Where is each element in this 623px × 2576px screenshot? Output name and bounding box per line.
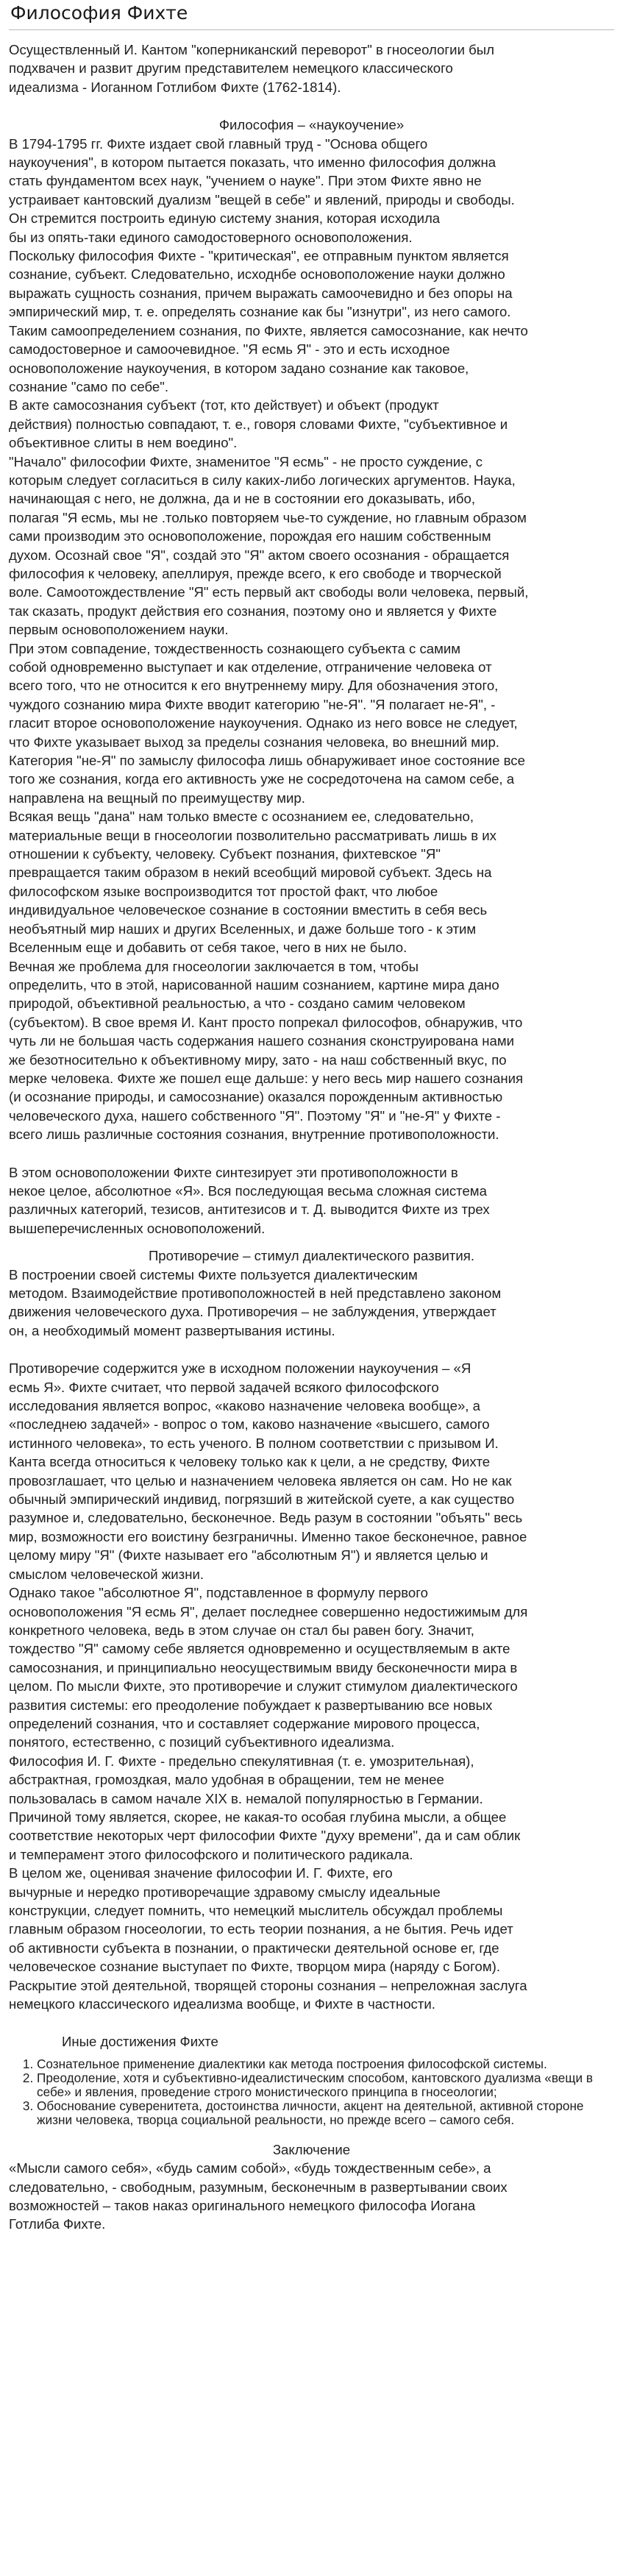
- achievements-list: [9, 2057, 614, 2127]
- paragraph: В акте самосознания субъект (тот, кто действует) и объект (продукт действия) полностью совпадают, т. е., говоря словами Фихте, "субъективное и объективное слиты в нем воедино".: [9, 397, 508, 451]
- list-item: 1. Сознательное применение диалектики как метода построения философской системы.: [37, 2057, 614, 2071]
- synthesis-paragraph: В этом основоположении Фихте синтезирует эти противоположности в некое целое, абсолютное «Я». Вся последующая весьма сложная система различных категорий, тезисов, антитезисов и т. Д. выводится Фихте из трех вышеперечисленных основоположений.: [9, 1164, 490, 1236]
- paragraph: В построении своей системы Фихте пользуется диалектическим методом. Взаимодействие противоположностей в ней представлено законом движения человеческого духа. Противоречия – не заблуждения, утверждает он, а необходимый момент развертывания истины.: [9, 1266, 502, 1338]
- achievements-heading: Иные достижения Фихте: [62, 2034, 218, 2050]
- title-divider: [9, 29, 614, 30]
- conclusion-heading: Заключение: [272, 2141, 351, 2157]
- section-heading-naukouchenie: Философия – «наукоучение»: [218, 117, 405, 133]
- conclusion-paragraph: «Мысли самого себя», «будь самим собой», «будь тождественным себе», а следовательно, - свободным, разумным, бесконечным в развертывании своих возможностей – таков наказ оригинального немецкого философа Иогана Готлиба Фихте.: [9, 2160, 508, 2232]
- paragraph: При этом совпадение, тождественность сознающего субъекта с самим собой одновременно выступает и как отделение, отграничение человека от всего того, что не относится к его внутреннему миру. Для обозначения этого, чуждого сознанию мира Фихте вводит категорию "не-Я". "Я полагает не-Я", - гласит второе основоположение наукоучения. Однако из него вовсе не следует, что Фихте указывает выход за пределы сознания человека, во внешний мир. Категория "не-Я" по замыслу философа лишь обнаруживает иное состояние все того же сознания, когда его активность уже не сосредоточена на самом себе, а направлена на вещный по преимуществу мир.: [9, 640, 525, 806]
- paragraph: Противоречие содержится уже в исходном положении наукоучения – «Я есмь Я». Фихте считает, что первой задачей всякого философского исследования является вопрос, «каково назначение человека вообще», а «последнею задачей» - вопрос о том, каково назначение «высшего, самого истинного человека», то есть ученого. В полном соответствии с призывом И. Канта всегда относиться к человеку только как к цели, а не средству, Фихте провозглашает, что целью и назначением человека является он сам. Но не как обычный эмпирический индивид, погрязший в житейской суете, а как существо разумное и, следовательно, бесконечное. Ведь разум в состоянии "объять" весь мир, возможности его воистину безграничны. Именно такое бесконечное, равное целому миру "Я" (Фихте называет его "абсолютным Я") и является целью и смыслом человеческой жизни.: [9, 1360, 527, 1582]
- paragraph: "Начало" философии Фихте, знаменитое "Я есмь" - не просто суждение, с которым следует согласиться в силу каких-либо логических аргументов. Наука, начинающая с него, не должна, да и не в состоянии его доказывать, ибо, полагая "Я есмь, мы не .только повторяем чье-то суждение, но главным образом сами производим это основоположение, порождая его нашим собственным духом. Осознай свое "Я", создай это "Я" актом своего осознания - обращается философия к человеку, апеллируя, прежде всего, к его свободе и творческой воле. Самоотождествление "Я" есть первый акт свободы воли человека, первый, так сказать, продукт действия его сознания, поэтому оно и является у Фихте первым основоположением науки.: [9, 453, 529, 638]
- paragraph: В 1794-1795 гг. Фихте издает свой главный труд - "Основа общего наукоучения", в котором пытается показать, что именно философия должна стать фундаментом всех наук, "учением о науке". При этом Фихте явно не устраивает кантовский дуализм "вещей в себе" и явлений, природы и свободы. Он стремится построить единую систему знания, которая исходила бы из опять-таки единого самодостоверного основоположения. Поскольку философия Фихте - "критическая", ее отправным пунктом является сознание, субъект. Следовательно, исходнбе основоположение науки должно выражать сущность сознания, причем выражать самоочевидно и без опоры на эмпирический мир, т. е. определять сознание как бы "изнутри", из него самого. Таким самоопределением сознания, по Фихте, является самосознание, как нечто самодостоверное и самоочевидное. "Я есмь Я" - это и есть исходное основоположение наукоучения, в котором задано сознание как таковое, сознание "само по себе".: [9, 135, 528, 394]
- paragraph: Вечная же проблема для гносеологии заключается в том, чтобы определить, что в этой, нарисованной нашим сознанием, картине мира дано природой, объективной реальностью, а что - создано самим человеком (субъектом). В свое время И. Кант просто попрекал философов, обнаружив, что чуть ли не большая часть содержания нашего сознания сконструирована нами же безотносительно к объективному миру, зато - на наш собственный вкус, по мерке человека. Фихте же пошел еще дальше: у него весь мир нашего сознания (и осознание природы, и самосознание) оказался порожденным активностью человеческого духа, нашего собственного "Я". Поэтому "Я" и "не-Я" у Фихте - всего лишь различные состояния сознания, внутренние противоположности.: [9, 958, 524, 1143]
- paragraph: Философия И. Г. Фихте - предельно спекулятивная (т. е. умозрительная), абстрактная, громоздкая, мало удобная в обращении, тем не менее пользовалась в самом начале XIX в. немалой популярностью в Германии. Причиной тому является, скорее, не какая-то особая глубина мысли, а общее соответствие некоторых черт философии Фихте "духу времени", да и сам облик и темперамент этого философского и политического радикала.: [9, 1753, 521, 1862]
- intro-paragraph: Осуществленный И. Кантом "коперниканский переворот" в гносеологии был подхвачен и развит другим представителем немецкого классического идеализма - Иоганном Готлибом Фихте (1762-1814).: [9, 42, 494, 95]
- section-heading-contradiction: Противоречие – стимул диалектического развития.: [148, 1248, 475, 1264]
- paragraph: В целом же, оценивая значение философии И. Г. Фихте, его вычурные и нередко противоречащие здравому смыслу идеальные конструкции, следует помнить, что немецкий мыслитель обсуждал проблемы главным образом гносеологии, то есть теории познания, а не бытия. Речь идет об активности субъекта в познании, о практически деятельной основе ег, где человеческое сознание выступает по Фихте, творцом мира (наряду с Богом). Раскрытие этой деятельной, творящей стороны сознания – непреложная заслуга немецкого классического идеализма вообще, и Фихте в частности.: [9, 1865, 527, 2012]
- list-item: 2. Преодоление, хотя и субъективно-идеалистическим способом, кантовского дуализма «вещи в себе» и явления, проведение строго монистического принципа в гносеологии;: [37, 2071, 614, 2099]
- list-item: 3. Обоснование суверенитета, достоинства личности, акцент на деятельной, активной стороне жизни человека, творца социальной реальности, но прежде всего – самого себя.: [37, 2099, 614, 2127]
- paragraph: Однако такое "абсолютное Я", подставленное в формулу первого основоположения "Я есмь Я", делает последнее совершенно недостижимым для конкретного человека, ведь в этом случае он стал бы равен богу. Значит, тождество "Я" самому себе является одновременно и осуществляемым в акте самосознания, и принципиально неосуществимым ввиду бесконечности мира в целом. По мысли Фихте, это противоречие и служит стимулом диалектического развития системы: его преодоление побуждает к развертыванию все новых определений сознания, что и составляет содержание мирового процесса, понятого, естественно, с позиций субъективного идеализма.: [9, 1585, 528, 1750]
- paragraph: Всякая вещь "дана" нам только вместе с осознанием ее, следовательно, материальные вещи в гносеологии позволительно рассматривать лишь в их отношении к субъекту, человеку. Субъект познания, фихтевское "Я" превращается таким образом в некий всеобщий мировой субъект. Здесь на философском языке воспроизводится тот простой факт, что любое индивидуальное человеческое сознание в состоянии вместить в себя весь необъятный мир наших и других Вселенных, и даже больше того - к этим Вселенным еще и добавить от себя такое, чего в них не было.: [9, 809, 496, 956]
- page-title: Философия Фихте: [10, 2, 188, 24]
